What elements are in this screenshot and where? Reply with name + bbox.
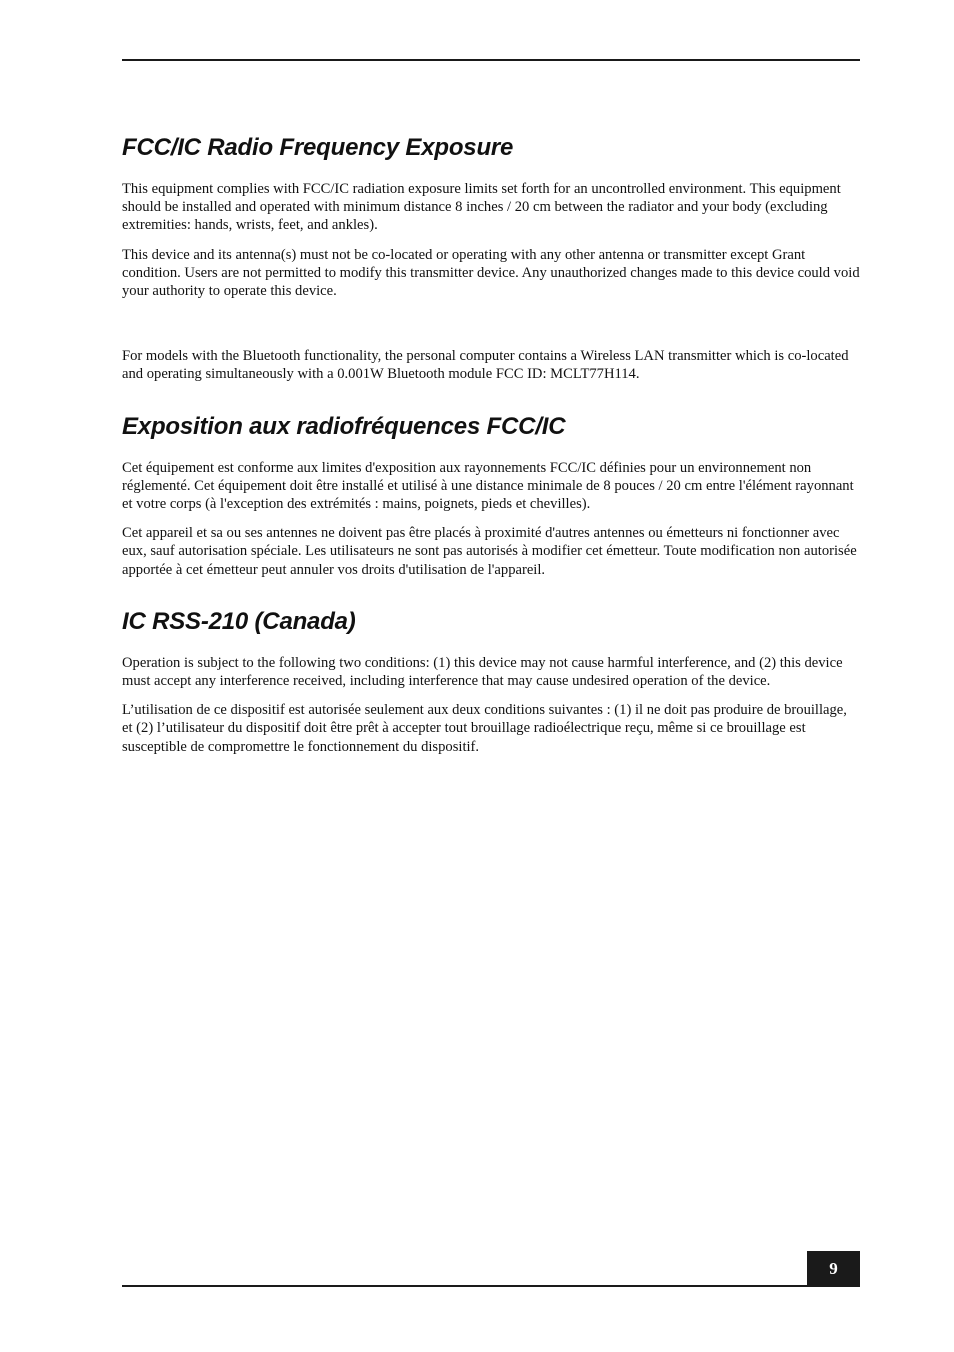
paragraph: For models with the Bluetooth functionality, the personal computer contains a Wireless LAN transmitter which is co-located and operating simultaneously with a 0.001W Bluetooth module FCC ID: MCLT77H114. <box>122 348 849 383</box>
section-heading: FCC/IC Radio Frequency Exposure <box>122 134 514 161</box>
page-content <box>122 132 860 767</box>
section-heading: IC RSS-210 (Canada) <box>122 607 356 635</box>
spacer <box>122 590 860 606</box>
spacer <box>122 395 860 411</box>
footer-rule <box>122 1285 860 1287</box>
paragraph: This equipment complies with FCC/IC radiation exposure limits set forth for an uncontrolled environment. This equipment should be installed and operated with minimum distance 8 inches / 20 cm between the radiator and your body (excluding extremities: hands, wrists, feet, and ankles). <box>122 181 841 234</box>
paragraph: L’utilisation de ce dispositif est autorisée seulement aux deux conditions suivantes : (1) il ne doit pas produire de brouillage, et (2) l’utilisateur du dispositif doit être prêt à accepter tout brouillage radioélectrique reçu, même si ce brouillage est susceptible de compromettre le fonctionnement du dispositif. <box>122 702 847 755</box>
paragraph: Cet équipement est conforme aux limites d'exposition aux rayonnements FCC/IC définies pour un environnement non réglementé. Cet équipement doit être installé et utilisé à une distance minimale de 8 pouces / 20 cm entre l'élément rayonnant et votre corps (à l'exception des extrémités : mains, poignets, pieds et chevilles). <box>122 459 854 513</box>
section-fcc-ic-rf-exposure <box>122 132 860 384</box>
spacer <box>122 311 860 347</box>
section-exposition-radiofrequences <box>122 411 860 579</box>
header-rule <box>122 59 860 61</box>
paragraph: This device and its antenna(s) must not be co-located or operating with any other antenna or transmitter except Grant condition. Users are not permitted to modify this transmitter device. Any unauthorized changes made to this device could void your authority to operate this device. <box>122 246 860 300</box>
section-heading: Exposition aux radiofréquences FCC/IC <box>122 412 566 440</box>
paragraph: Cet appareil et sa ou ses antennes ne doivent pas être placés à proximité d'autres antennes ou émetteurs ni fonctionner avec eux, sauf autorisation spéciale. Les utilisateurs ne sont pas autorisés à modifier cet émetteur. Toute modification non autorisée apportée à cet émetteur peut annuler vos droits d'utilisation de l'appareil. <box>122 525 857 578</box>
page-number: 9 <box>807 1251 860 1287</box>
paragraph: Operation is subject to the following two conditions: (1) this device may not cause harmful interference, and (2) this device must accept any interference received, including interference that may cause undesired operation of the device. <box>122 654 843 690</box>
section-ic-rss-210 <box>122 606 860 756</box>
